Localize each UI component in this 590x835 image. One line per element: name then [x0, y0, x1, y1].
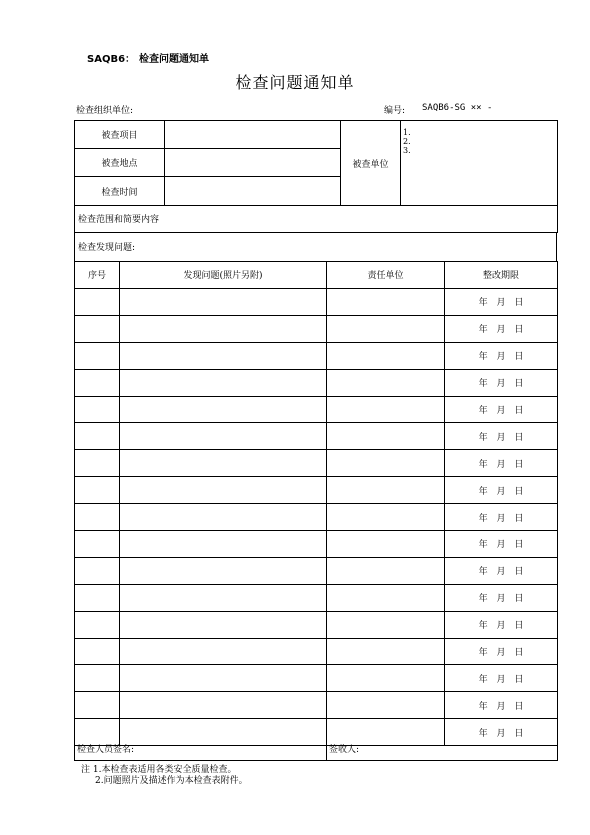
- issue-responsible-cell[interactable]: [327, 450, 445, 477]
- issue-responsible-cell[interactable]: [327, 342, 445, 369]
- issue-deadline-cell[interactable]: 年 月 日: [445, 423, 558, 450]
- project-field[interactable]: [165, 121, 341, 149]
- issue-deadline-cell[interactable]: 年 月 日: [445, 719, 558, 746]
- notes: [81, 765, 248, 787]
- issue-responsible-cell[interactable]: [327, 477, 445, 504]
- unit-list[interactable]: [401, 121, 558, 206]
- issue-index-cell[interactable]: [75, 692, 120, 719]
- issue-index-cell[interactable]: [75, 638, 120, 665]
- issue-description-cell[interactable]: [120, 289, 327, 316]
- issue-index-cell[interactable]: [75, 342, 120, 369]
- issue-deadline-cell[interactable]: 年 月 日: [445, 692, 558, 719]
- issue-description-cell[interactable]: [120, 557, 327, 584]
- issue-deadline-cell[interactable]: 年 月 日: [445, 342, 558, 369]
- issue-row: [75, 369, 558, 396]
- issue-row: [75, 396, 558, 423]
- issue-index-cell[interactable]: [75, 315, 120, 342]
- issue-index-cell[interactable]: [75, 584, 120, 611]
- issue-description-cell[interactable]: [120, 504, 327, 531]
- issue-description-cell[interactable]: [120, 423, 327, 450]
- scope-label: 检查范围和简要内容: [75, 205, 165, 233]
- issue-deadline-cell[interactable]: 年 月 日: [445, 315, 558, 342]
- issue-row: [75, 423, 558, 450]
- issue-description-cell[interactable]: [120, 584, 327, 611]
- scope-table: [74, 205, 558, 233]
- issue-body: [75, 289, 558, 746]
- issue-deadline-cell[interactable]: 年 月 日: [445, 477, 558, 504]
- note-1: 注 1.本检查表适用各类安全质量检查。: [81, 765, 237, 775]
- issue-description-cell[interactable]: [120, 396, 327, 423]
- issue-row: [75, 692, 558, 719]
- issue-deadline-cell[interactable]: 年 月 日: [445, 611, 558, 638]
- issue-row: [75, 289, 558, 316]
- location-label: 被查地点: [75, 149, 165, 177]
- issue-description-cell[interactable]: [120, 342, 327, 369]
- unit-item-2: 2.: [403, 136, 411, 146]
- issue-description-cell[interactable]: [120, 315, 327, 342]
- issue-index-cell[interactable]: [75, 289, 120, 316]
- col-header-deadline: 整改期限: [445, 261, 558, 289]
- issue-index-cell[interactable]: [75, 396, 120, 423]
- unit-label: 被查单位: [341, 121, 401, 206]
- issue-responsible-cell[interactable]: [327, 315, 445, 342]
- issue-index-cell[interactable]: [75, 531, 120, 558]
- issue-description-cell[interactable]: [120, 665, 327, 692]
- issue-row: [75, 342, 558, 369]
- number-label: 编号:: [384, 106, 406, 116]
- issue-deadline-cell[interactable]: 年 月 日: [445, 450, 558, 477]
- issue-deadline-cell[interactable]: 年 月 日: [445, 396, 558, 423]
- issue-index-cell[interactable]: [75, 477, 120, 504]
- issue-deadline-cell[interactable]: 年 月 日: [445, 531, 558, 558]
- unit-item-3: 3.: [403, 145, 411, 155]
- location-field[interactable]: [165, 149, 341, 177]
- col-header-issue: 发现问题(照片另附): [120, 261, 327, 289]
- issue-deadline-cell[interactable]: 年 月 日: [445, 369, 558, 396]
- issue-row: [75, 584, 558, 611]
- issue-deadline-cell[interactable]: 年 月 日: [445, 289, 558, 316]
- issue-responsible-cell[interactable]: [327, 504, 445, 531]
- issue-deadline-cell[interactable]: 年 月 日: [445, 584, 558, 611]
- issue-row: [75, 557, 558, 584]
- issue-row: [75, 611, 558, 638]
- issue-responsible-cell[interactable]: [327, 289, 445, 316]
- issue-row: [75, 315, 558, 342]
- issue-responsible-cell[interactable]: [327, 692, 445, 719]
- issue-responsible-cell[interactable]: [327, 611, 445, 638]
- issue-table: [74, 261, 558, 746]
- issue-index-cell[interactable]: [75, 504, 120, 531]
- issue-responsible-cell[interactable]: [327, 369, 445, 396]
- time-label: 检查时间: [75, 177, 165, 206]
- issue-index-cell[interactable]: [75, 557, 120, 584]
- issue-deadline-cell[interactable]: 年 月 日: [445, 665, 558, 692]
- document-code-title: 检查问题通知单: [139, 54, 210, 65]
- issue-index-cell[interactable]: [75, 665, 120, 692]
- project-label: 被查项目: [75, 121, 165, 149]
- document-code: [87, 50, 209, 65]
- issue-responsible-cell[interactable]: [327, 396, 445, 423]
- issue-description-cell[interactable]: [120, 531, 327, 558]
- document-code-label: SAQB6：: [87, 54, 136, 65]
- issue-description-cell[interactable]: [120, 611, 327, 638]
- issue-responsible-cell[interactable]: [327, 665, 445, 692]
- found-table: [74, 232, 557, 262]
- issue-row: [75, 450, 558, 477]
- issue-index-cell[interactable]: [75, 423, 120, 450]
- issue-description-cell[interactable]: [120, 369, 327, 396]
- number-value: SAQB6-SG ×× -: [422, 103, 493, 113]
- issue-index-cell[interactable]: [75, 369, 120, 396]
- note-2: 2.问题照片及描述作为本检查表附件。: [95, 776, 248, 786]
- scope-field[interactable]: [165, 205, 558, 233]
- unit-item-1: 1.: [403, 127, 411, 137]
- issue-responsible-cell[interactable]: [327, 557, 445, 584]
- issue-description-cell[interactable]: [120, 477, 327, 504]
- time-field[interactable]: [165, 177, 341, 206]
- info-table: [74, 120, 558, 206]
- issue-row: [75, 477, 558, 504]
- issue-responsible-cell[interactable]: [327, 531, 445, 558]
- issue-row: [75, 531, 558, 558]
- col-header-index: 序号: [75, 261, 120, 289]
- issue-deadline-cell[interactable]: 年 月 日: [445, 557, 558, 584]
- col-header-responsible: 责任单位: [327, 261, 445, 289]
- found-label: 检查发现问题:: [75, 232, 557, 262]
- receiver-signature[interactable]: 签收人:: [327, 736, 558, 761]
- issue-responsible-cell[interactable]: [327, 423, 445, 450]
- issue-responsible-cell[interactable]: [327, 584, 445, 611]
- issue-row: [75, 638, 558, 665]
- issue-deadline-cell[interactable]: 年 月 日: [445, 638, 558, 665]
- issue-description-cell[interactable]: [120, 638, 327, 665]
- issue-description-cell[interactable]: [120, 450, 327, 477]
- issue-responsible-cell[interactable]: [327, 638, 445, 665]
- page-title: 检查问题通知单: [235, 73, 355, 92]
- issue-deadline-cell[interactable]: 年 月 日: [445, 504, 558, 531]
- inspector-signature[interactable]: 检查人员签名:: [75, 736, 327, 761]
- issue-row: [75, 665, 558, 692]
- sign-table: [74, 736, 558, 761]
- org-label: 检查组织单位:: [76, 106, 134, 116]
- issue-index-cell[interactable]: [75, 450, 120, 477]
- issue-header-row: [75, 261, 558, 289]
- issue-description-cell[interactable]: [120, 692, 327, 719]
- issue-index-cell[interactable]: [75, 611, 120, 638]
- issue-row: [75, 504, 558, 531]
